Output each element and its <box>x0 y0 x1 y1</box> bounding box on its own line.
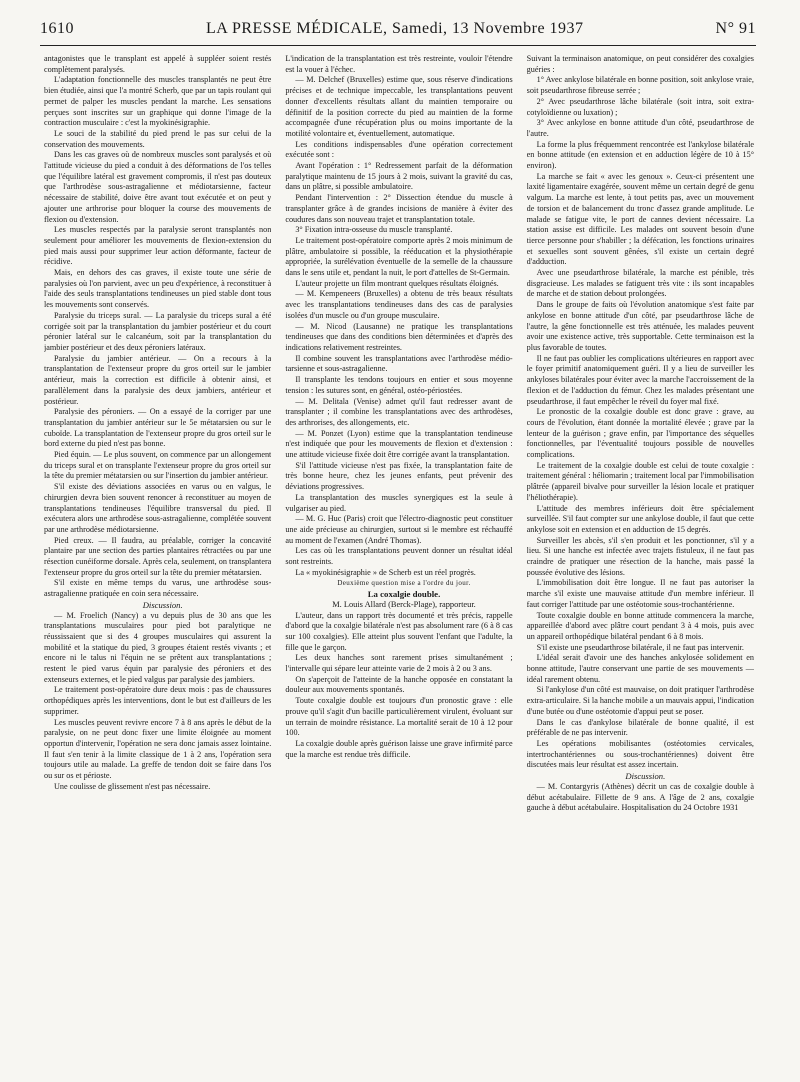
paragraph: L'indication de la transplantation est très restreinte, vouloir l'étendre est la vouer à l'échec. <box>285 54 513 74</box>
paragraph: Avant l'opération : 1° Redressement parfait de la déformation paralytique maintenu de 15 jours à 2 mois, suivant la gravité du cas, dans un plâtre, si possible ambulatoire. <box>285 161 513 192</box>
paragraph: S'il existe des déviations associées en varus ou en valgus, le chirurgien devra bien souvent renoncer à reconstituer au moyen de transplantations tendineuses l'équilibre transversal du pied. Il exécutera alors une arthrodèse sous-astragalienne, complétée souvent par une arthrodèse médiotarsienne. <box>44 482 272 534</box>
paragraph: Toute coxalgie double en bonne attitude commencera la marche, appareillée d'abord avec plâtre court pendant 3 à 4 mois, puis avec un appareil orthopédique bilatéral pendant 6 à 8 mois. <box>526 610 754 641</box>
paragraph: Les conditions indispensables d'une opération correctement exécutée sont : <box>285 139 513 160</box>
paragraph: — M. Ponzet (Lyon) estime que la transplantation tendineuse n'est indiquée que pour les mouvements de flexion et d'extension : une attitude vicieuse fixée doit être corrigée avant la transplantation. <box>285 428 513 460</box>
column-3 <box>527 54 754 1072</box>
paragraph: L'immobilisation doit être longue. Il ne faut pas autoriser la marche s'il existe une mauvaise attitude d'un membre inférieur. Il faut corriger l'attitude par une ostéotomie sous-trochantérienne. <box>526 578 754 609</box>
paragraph: La marche se fait « avec les genoux ». Ceux-ci présentent une laxité ligamentaire exagérée, souvent même un certain degré de genu valgum. La marche est lente, à tout petits pas, avec un mouvement de torsion et de balancement du tronc d'assez grande amplitude. Le malade se fatigue vite, le port de cannes devient nécessaire. La station assise est difficile. Les malades ont souvent besoin d'une tierce personne pour s'habiller ; la défécation, les fonctions urinaires et sexuelles sont souvent gênées, s'il existe un certain degré d'adduction. <box>526 171 754 267</box>
paragraph: Les deux hanches sont rarement prises simultanément ; l'intervalle qui sépare leur atteinte varie de 2 mois à 2 ou 3 ans. <box>285 653 513 674</box>
paragraph: Le pronostic de la coxalgie double est donc grave : grave, au cours de l'évolution, étant donnée la mortalité élevée ; grave par la lenteur de la guérison ; grave enfin, par l'importance des séquelles fonctionnelles, par l'éventualité toujours possible de nouvelles complications. <box>526 407 754 460</box>
paragraph: Si l'ankylose d'un côté est mauvaise, on doit pratiquer l'arthrodèse extra-articulaire. Si la hanche mobile a un mauvais appui, l'indication d'une butée ou d'une ostéotomie d'appui peut se poser. <box>526 685 754 716</box>
paragraph: Il transplante les tendons toujours en entier et sous moyenne tension : les sutures sont, en général, ostéo-périostées. <box>285 375 513 395</box>
paragraph: Il ne faut pas oublier les complications ultérieures en rapport avec le foyer primitif anatomiquement guéri. Il y a lieu de surveiller les ankyloses bilatérales pour éviter avec la marche l'accroissement de la flexion et de l'adduction du fémur. Chez les malades présentant une pseudarthrose, il faut empêcher le réveil du foyer mal fixé. <box>526 353 754 406</box>
paragraph: L'auteur, dans un rapport très documenté et très précis, rappelle d'abord que la coxalgie bilatérale n'est pas absolument rare (6 à 8 cas sur 100 coxalgies). Elle atteint plus souvent l'enfant que l'adulte, la fille que le garçon. <box>285 610 513 652</box>
paragraph: Les muscles peuvent revivre encore 7 à 8 ans après le début de la paralysie, on ne peut donc fixer une limite éloignée au moment opportun d'intervenir, l'opération ne sera donc jamais assez lointaine. Il faut s'en tenir à la limite classique de 1 à 2 ans, l'opération sera toujours utile au malade. La greffe de tendon doit se faire dans l'os ou sur os et périoste. <box>44 717 272 781</box>
paragraph: — M. Delitala (Venise) admet qu'il faut redresser avant de transplanter ; il combine les transplantations avec des arthrodèses, des arthrorises, des allongements, etc. <box>285 396 513 427</box>
publication-title: LA PRESSE MÉDICALE, Samedi, 13 Novembre 1937 <box>206 20 584 37</box>
paragraph: — M. Contargyris (Athènes) décrit un cas de coxalgie double à début acétabulaire. Fillette de 9 ans. A l'âge de 2 ans, coxalgie gauche à début acétabulaire. Hospitalisation du 24 Octobre 1931 <box>526 781 754 813</box>
paragraph: Dans les cas graves où de nombreux muscles sont paralysés et où l'attitude vicieuse du pied a conduit à des déformations de l'os telles que l'équilibre latéral est gravement compromis, il n'est pas douteux que l'arthrodèse sous-astragalienne et médiotarsienne, facteur nécessaire de stabilité, doive être avant tout exécutée et on peut y ajouter une arthrorise pour bloquer la course des mouvements de flexion ou d'extension. <box>44 150 272 224</box>
rapporteur-line: M. Louis Allard (Berck-Plage), rapporteur. <box>332 599 476 609</box>
paragraph: Surveiller les abcès, s'il s'en produit et les ponctionner, s'il y a lieu. Si une hanche est infectée avec trajets fistuleux, il ne faut pas craindre de pratiquer une résection de la hanche, mais passé la poussée évolutive des lésions. <box>526 535 754 577</box>
paragraph: S'il existe une pseudarthrose bilatérale, il ne faut pas intervenir. <box>536 642 744 652</box>
paragraph: Pied creux. — Il faudra, au préalable, corriger la concavité plantaire par une section des parties plantaires rétractées ou par une résection cunéiforme dorsale. Après cela, seulement, on transplantera l'extenseur propre du gros orteil sur la tête du premier métatarsien. <box>44 535 272 577</box>
paragraph: La forme la plus fréquemment rencontrée est l'ankylose bilatérale en bonne attitude (en extension et en adduction légère de 10 à 15° environ). <box>526 139 754 171</box>
discussion-heading: Discussion. <box>142 599 183 610</box>
paragraph: 1° Avec ankylose bilatérale en bonne position, soit ankylose vraie, soit pseudarthrose fibreuse serrée ; <box>526 75 754 96</box>
paragraph: Paralysie du jambier antérieur. — On a recours à la transplantation de l'extenseur propre du gros orteil sur le jambier antérieur, mais la correction est difficile à obtenir ainsi, et parallèlement dans la paralysie des deux jambiers, antérieur et postérieur. <box>44 353 272 406</box>
paragraph: Mais, en dehors des cas graves, il existe toute une série de paralysies où l'on parvient, avec un peu d'expérience, à reconstituer à l'aide des seuls transplantations tendineuses un pied stable dont tous les mouvements sont conservés. <box>44 268 272 310</box>
paragraph: S'il existe en même temps du varus, une arthrodèse sous-astragalienne pratiquée en coin sera nécessaire. <box>44 578 272 599</box>
paragraph: La coxalgie double après guérison laisse une grave infirmité parce que la marche est rendue très difficile. <box>285 739 513 759</box>
paragraph: La « myokinésigraphie » de Scherb est un réel progrès. <box>295 567 476 577</box>
section-kicker: Deuxième question mise a l'ordre du jour. <box>337 579 471 588</box>
column-2 <box>285 54 512 1072</box>
paragraph: L'adaptation fonctionnelle des muscles transplantés ne peut être bien étudiée, ainsi que l'a montré Scherb, que par un tapis roulant qui permet de palper les muscles pendant la marche. Les sensations perçues sont inscrites sur un graphique qui donne l'image de la contraction musculaire : c'est la myokinésigraphie. <box>44 75 272 128</box>
paragraph: La transplantation des muscles synergiques est la seule à vulgariser au pied. <box>285 492 513 513</box>
paragraph: Dans le cas d'ankylose bilatérale de bonne qualité, il est préférable de ne pas intervenir. <box>526 717 754 738</box>
paragraph: Le traitement post-opératoire comporte après 2 mois minimum de plâtre, ambulatoire si possible, la rééducation et la physiothérapie appropriée, la surélévation éventuelle de la semelle de la chaussure dans le sens utile et, pendant la nuit, le port d'attelles de St-Germain. <box>285 235 513 278</box>
paragraph: Dans le groupe de faits où l'évolution anatomique s'est faite par ankylose en bonne attitude d'un côté, par pseudarthrose lâche de l'autre, la gêne fonctionnelle est très atténuée, les malades peuvent avoir une existence active, très supportable. Cette terminaison est la plus favorable de toutes. <box>526 300 754 352</box>
paragraph: On s'aperçoit de l'atteinte de la hanche opposée en constatant la douleur aux mouvements spontanés. <box>285 674 513 695</box>
paragraph: — M. Nicod (Lausanne) ne pratique les transplantations tendineuses que dans des conditions bien déterminées et d'après des indications relativement restreintes. <box>285 321 513 352</box>
issue-number: N° 91 <box>715 20 756 37</box>
paragraph: — M. Kempeneers (Bruxelles) a obtenu de très beaux résultats avec les transplantations tendineuses dans des cas de paralysies isolées d'un muscle ou d'un groupe musculaire. <box>285 289 513 320</box>
paragraph: L'auteur projette un film montrant quelques résultats éloignés. <box>295 278 499 288</box>
paragraph: — M. Froelich (Nancy) a vu depuis plus de 30 ans que les transplantations musculaires pour pied bot paralytique ne réussissaient que si des 4 groupes musculaires qui assurent la mobilité et la statique du pied, 3 groupes étaient restés vivants ; et encore ni le talus ni l'équin ne se prêtent aux transplantations ; restent le pied varus équin par paralysie des péroniers et des extenseurs externes, et le pied valgus par paralysie des jambiers. <box>44 610 272 684</box>
paragraph: Le traitement de la coxalgie double est celui de toute coxalgie : traitement général : héliomarin ; traitement local par l'immobilisation plâtrée (appareil bivalve pour surveiller la lésion locale et pratiquer l'héliothérapie). <box>526 460 754 502</box>
paragraph: Avec une pseudarthrose bilatérale, la marche est pénible, très disgracieuse. Les malades se fatiguent très vite : ils sont incapables de marche et de station debout prolongées. <box>526 268 754 299</box>
paragraph: — M. Delchef (Bruxelles) estime que, sous réserve d'indications précises et de technique impeccable, les transplantations peuvent donner d'excellents résultats allant du maintien temporaire ou définitif de la position correcte du pied au maintien de la forme accompagnée d'une récupération plus ou moins importante de la motilité volontaire et, éventuellement, automatique. <box>285 75 513 138</box>
header-rule <box>40 45 756 46</box>
paragraph: L'idéal serait d'avoir une des hanches ankylosée solidement en bonne attitude, l'autre conservant une partie de ses mouvements — idéal rarement obtenu. <box>526 653 754 684</box>
paragraph: 3° Avec ankylose en bonne attitude d'un côté, pseudarthrose de l'autre. <box>526 118 754 138</box>
paragraph: Les muscles respectés par la paralysie seront transplantés non seulement pour améliorer les mouvements de flexion-extension du pied mais aussi pour supprimer leur action déformante, facteur de récidive. <box>44 225 272 267</box>
paragraph: S'il l'attitude vicieuse n'est pas fixée, la transplantation faite de très bonne heure, chez les jeunes enfants, peut prévenir des déviations progressives. <box>285 460 513 492</box>
paragraph: Pied équin. — Le plus souvent, on commence par un allongement du triceps sural et on transplante l'extenseur propre du gros orteil sur la tête du premier métatarsien ou sur l'insertion du jambier antérieur. <box>44 450 272 481</box>
paragraph: Il combine souvent les transplantations avec l'arthrodèse médio-tarsienne et sous-astragalienne. <box>285 353 513 374</box>
paragraph: Pendant l'intervention : 2° Dissection étendue du muscle à transplanter grâce à de grandes incisions de manière à éviter des coudures dans son nouveau trajet et transplantation totale. <box>285 193 513 224</box>
paragraph: Les opérations mobilisantes (ostéotomies cervicales, intertrochantériennes ou sous-trochantériennes) doivent être discutées mais leur résultat est assez incertain. <box>526 739 754 770</box>
paragraph: 2° Avec pseudarthrose lâche bilatérale (soit intra, soit extra-cotyloïdienne ou luxation) ; <box>526 96 754 117</box>
page-header <box>40 20 756 44</box>
discussion-heading: Discussion. <box>625 771 666 782</box>
paragraph: Une coulisse de glissement n'est pas nécessaire. <box>54 781 211 791</box>
paragraph: Toute coxalgie double est toujours d'un pronostic grave : elle prouve qu'il s'agit d'un bacille particulièrement virulent, évoluant sur un terrain de moindre résistance. La mortalité serait de 10 à 12 pour 100. <box>285 696 513 738</box>
paragraph: L'attitude des membres inférieurs doit être spécialement surveillée. S'il faut compter sur une ankylose double, il faut que cette ankylose soit en extension et en adduction de 15 degrés. <box>526 503 754 534</box>
paragraph: Les cas où les transplantations peuvent donner un résultat idéal sont restreints. <box>285 546 513 567</box>
paragraph: Le souci de la stabilité du pied prend le pas sur celui de la conservation des mouvements. <box>44 128 272 149</box>
paragraph: Paralysie des péroniers. — On a essayé de la corriger par une transplantation du jambier antérieur sur le 5e métatarsien ou sur le cuboïde. La transplantation de l'extenseur propre du gros orteil sur le bord externe du pied n'est pas bonne. <box>44 407 272 449</box>
text-columns <box>44 54 754 1072</box>
page-number: 1610 <box>40 20 74 37</box>
paragraph: — M. G. Huc (Paris) croit que l'électro-diagnostic peut constituer une aide précieuse au chirurgien, surtout si le membre est réchauffé au moment de l'examen (André Thomas). <box>285 514 513 545</box>
paragraph: Le traitement post-opératoire dure deux mois : pas de chaussures orthopédiques après les interventions, dont le but est d'ailleurs de les supprimer. <box>44 685 272 716</box>
section-title: La coxalgie double. <box>367 589 441 600</box>
paragraph: Paralysie du triceps sural. — La paralysie du triceps sural a été corrigée soit par la transplantation du jambier postérieur et du court péronier latéral sur le calcanéum, soit par la transplantation du jambier postérieur et des deux péroniers latéraux. <box>44 310 272 352</box>
paragraph: Suivant la terminaison anatomique, on peut considérer des coxalgies guéries : <box>526 54 754 74</box>
paragraph: antagonistes que le transplant est appelé à suppléer soient restés complètement paralysés. <box>44 54 272 74</box>
column-1 <box>44 54 271 1072</box>
paragraph: 3° Fixation intra-osseuse du muscle transplanté. <box>295 225 453 235</box>
